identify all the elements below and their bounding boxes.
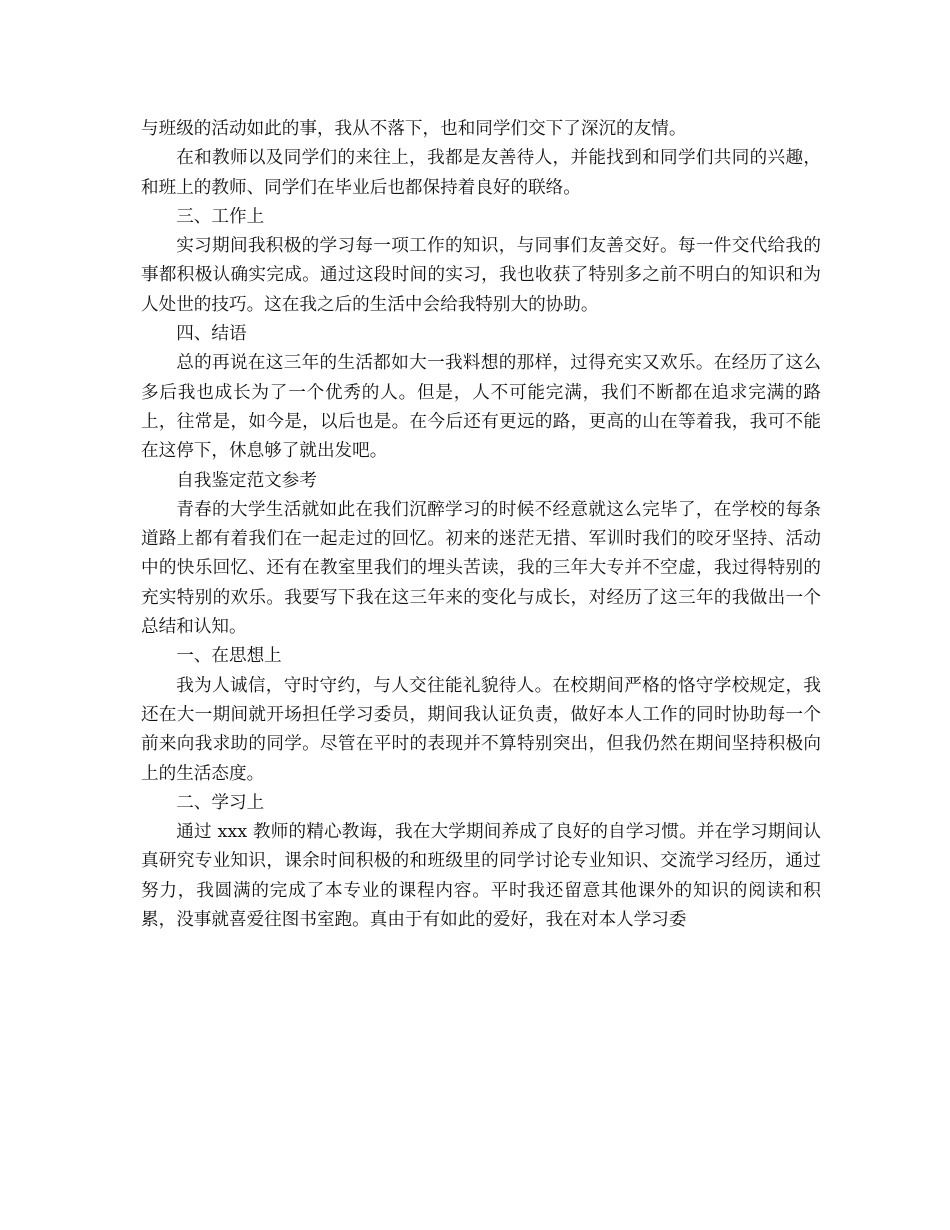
section-heading: 自我鉴定范文参考 <box>176 470 317 491</box>
paragraph: 与班级的活动如此的事，我从不落下，也和同学们交下了深沉的友情。 <box>141 119 687 139</box>
document-body <box>141 115 821 935</box>
paragraph: 在和教师以及同学们的来往上，我都是友善待人，并能找到和同学们共同的兴趣，和班上的教师、同学们在毕业后也都保持着良好的联络。 <box>141 148 821 198</box>
paragraph: 实习期间我积极的学习每一项工作的知识，与同事们友善交好。每一件交代给我的事都积极认确实完成。通过这段时间的实习，我也收获了特别多之前不明白的知识和为人处世的技巧。这在我之后的生活中会给我特别大的协助。 <box>141 236 821 315</box>
section-heading: 四、结语 <box>176 324 247 345</box>
section-heading: 三、工作上 <box>176 206 265 227</box>
paragraph: 通过 xxx 教师的精心教诲，我在大学期间养成了良好的自学习惯。并在学习期间认真研究专业知识，课余时间积极的和班级里的同学讨论专业知识、交流学习经历，通过努力，我圆满的完成了本专业的课程内容。平时我还留意其他课外的知识的阅读和积累，没事就喜爱往图书室跑。真由于有如此的爱好，我在对本人学习委 <box>141 822 821 931</box>
paragraph: 我为人诚信，守时守约，与人交往能礼貌待人。在校期间严格的恪守学校规定，我还在大一期间就开场担任学习委员，期间我认证负责，做好本人工作的同时协助每一个前来向我求助的同学。尽管在平时的表现并不算特别突出，但我仍然在期间坚持积极向上的生活态度。 <box>141 675 821 784</box>
paragraph: 总的再说在这三年的生活都如大一我料想的那样，过得充实又欢乐。在经历了这么多后我也成长为了一个优秀的人。但是，人不可能完满，我们不断都在追求完满的路上，往常是，如今是，以后也是。在今后还有更远的路，更高的山在等着我，我可不能在这停下，休息够了就出发吧。 <box>141 353 821 462</box>
section-heading: 一、在思想上 <box>176 646 282 667</box>
paragraph: 青春的大学生活就如此在我们沉醉学习的时候不经意就这么完毕了，在学校的每条道路上都有着我们在一起走过的回忆。初来的迷茫无措、军训时我们的咬牙坚持、活动中的快乐回忆、还有在教室里我们的埋头苦读，我的三年大专并不空虚，我过得特别的充实特别的欢乐。我要写下我在这三年来的变化与成长，对经历了这三年的我做出一个总结和认知。 <box>141 499 821 638</box>
section-heading: 二、学习上 <box>176 792 265 813</box>
